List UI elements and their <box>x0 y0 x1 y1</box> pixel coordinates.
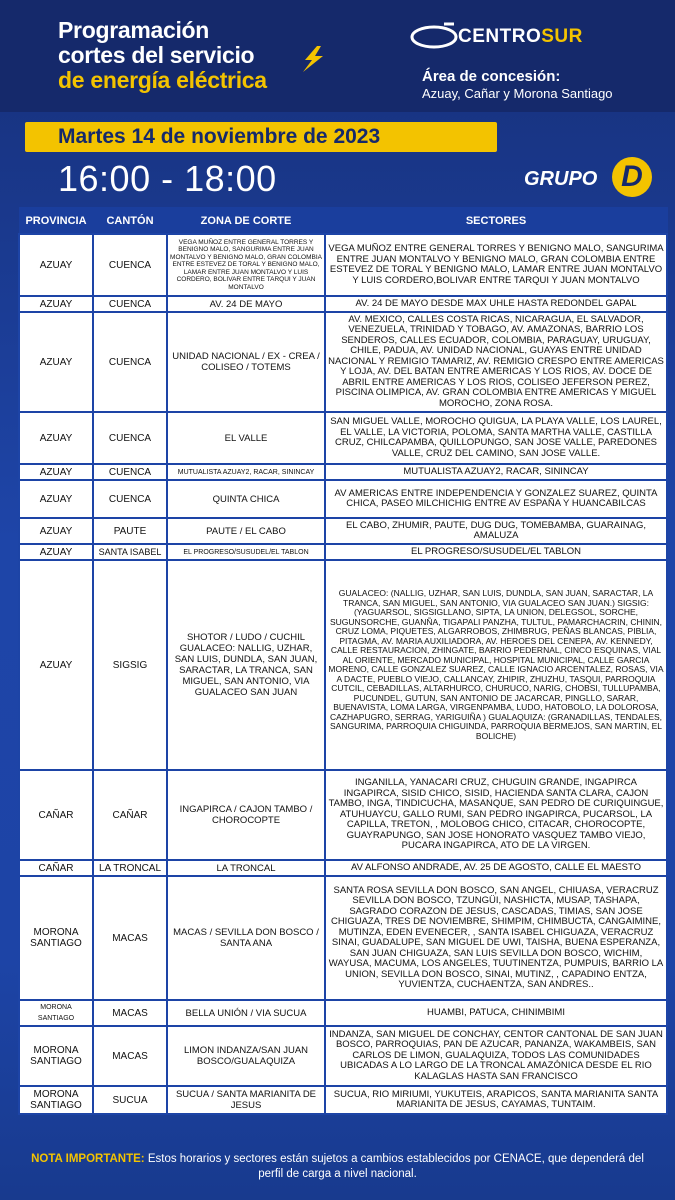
cell-zona: BELLA UNIÓN / VIA SUCUA <box>167 1000 325 1026</box>
cell-sectores: INGANILLA, YANACARI CRUZ, CHUGUIN GRANDE, INGAPIRCA INGAPIRCA, SISID CHICO, SISID, HACIENDA SANTA CLARA, CAJON TAMBO, INGA, TINDICUCHA, MASANQUE, SAN PEDRO DE CURIQUINGUE, ATUHUAYCU, GALLO RUMI, SAN PEDRO INGAPIRCA, PUCARSOL, LA CAPILLA, TRETON, , MOLOBOG CHICO, CITACAR, CHOROCOPTE, GUAYRAPUNGO, SAN JOSE HONORATO VASQUEZ TAMBO VIEJO, PUCARA INGAPIRCA, ATO DE LA VIRGEN. <box>325 770 667 860</box>
cell-canton: CUENCA <box>93 412 167 464</box>
cell-zona: QUINTA CHICA <box>167 480 325 518</box>
cell-canton: SANTA ISABEL <box>93 544 167 560</box>
cell-canton: SUCUA <box>93 1086 167 1114</box>
area-label: Área de concesión: <box>422 68 561 85</box>
cell-provincia: AZUAY <box>19 518 93 544</box>
cell-zona: EL PROGRESO/SUSUDEL/EL TABLON <box>167 544 325 560</box>
cell-zona: VEGA MUÑOZ ENTRE GENERAL TORRES Y BENIGNO MALO, SANGURIMA ENTRE JUAN MONTALVO Y BENIGNO MALO, GRAN COLOMBIA ENTRE ESTEVEZ DE TORAL Y BENIGNO MALO, LAMAR ENTRE JUAN MONTALVO Y LUIS CORDERO, BOLIVAR ENTRE TARQUI Y JUAN MONTALVO <box>167 234 325 296</box>
cell-zona: AV. 24 DE MAYO <box>167 296 325 312</box>
table-row <box>19 312 667 412</box>
cell-canton: LA TRONCAL <box>93 860 167 876</box>
cell-provincia: MORONA SANTIAGO <box>19 1026 93 1086</box>
cell-canton: MACAS <box>93 876 167 1000</box>
cell-zona: UNIDAD NACIONAL / EX - CREA / COLISEO / TOTEMS <box>167 312 325 412</box>
cell-provincia: MORONA SANTIAGO <box>19 1086 93 1114</box>
brand-name-part2: SUR <box>541 26 583 47</box>
cell-provincia: AZUAY <box>19 312 93 412</box>
cell-zona: SHOTOR / LUDO / CUCHIL GUALACEO: NALLIG, UZHAR, SAN LUIS, DUNDLA, SAN JUAN, SARACTAR, LA TRANCA, SAN MIGUEL, SAN ANTONIO, VIA GUALACEO SAN JUAN <box>167 560 325 770</box>
cell-zona: INGAPIRCA / CAJON TAMBO / CHOROCOPTE <box>167 770 325 860</box>
cell-provincia: AZUAY <box>19 296 93 312</box>
cell-sectores: SANTA ROSA SEVILLA DON BOSCO, SAN ANGEL, CHIUASA, VERACRUZ SEVILLA DON BOSCO, TZUNGÜI, NASHICTA, MUSAP, TASHAPA, SAGRADO CORAZON DE JESUS, CASCADAS, TIMIAS, SAN JOSE CHIGUAZA, TRES DE NOVIEMBRE, SHIMPIM, CHIMBUCTA, CANGAIMINE, MUTINZA, EDEN EVENECER, , SANTA ISABEL CHIGUAZA, VERACRUZ SINAI, GUADALUPE, SAN MIGUEL DE UWI, TAISHA, BUENA ESPERANZA, SAN JUAN CHIGUAZA, SAN LUIS SEVILLA DON BOSCO, WICHIM, WAYUSA, MACUMA, LOS ANGELES, TUUTINENTZA, PUMPUIS, BARRIO LA UNION, SEVILLA DON BOSCO, SINAI, MUTINZ, , CAPADINO ENTZA, YUVIENTZA, CUCHAENTZA, SAN ANDRES.. <box>325 876 667 1000</box>
note-text: Estos horarios y sectores están sujetos a cambios establecidos por CENACE, que dependerá del perfil de carga a nivel nacional. <box>147 1153 644 1180</box>
cell-sectores: SAN MIGUEL VALLE, MOROCHO QUIGUA, LA PLAYA VALLE, LOS LAUREL, EL VALLE, LA VICTORIA, POLOMA, SANTA MARTHA VALLE, CASTILLA CRUZ, CHILCAPAMBA, QUILLOPUNGO, SAN JOSE VALLE, PAREDONES VALLE, CRUZ DEL CAMINO, SAN JOSE VALLE. <box>325 412 667 464</box>
table-row <box>19 518 667 544</box>
header-provincia: PROVINCIA <box>19 208 93 235</box>
cell-provincia: AZUAY <box>19 234 93 296</box>
cell-canton: CUENCA <box>93 234 167 296</box>
cell-canton: CUENCA <box>93 480 167 518</box>
cell-provincia: MORONA SANTIAGO <box>19 876 93 1000</box>
cell-sectores: SUCUA, RIO MIRIUMI, YUKUTEIS, ARAPICOS, SANTA MARIANITA SANTA MARIANITA DE JESUS, CAYAMAS, TUNTAIM. <box>325 1086 667 1114</box>
cell-canton: PAUTE <box>93 518 167 544</box>
cell-zona: LIMON INDANZA/SAN JUAN BOSCO/GUALAQUIZA <box>167 1026 325 1086</box>
page-title <box>58 18 267 93</box>
cell-canton: CUENCA <box>93 464 167 480</box>
table-row <box>19 1086 667 1114</box>
table-row <box>19 876 667 1000</box>
table-row <box>19 544 667 560</box>
schedule-table <box>18 207 668 1115</box>
cell-sectores: EL PROGRESO/SUSUDEL/EL TABLON <box>325 544 667 560</box>
brand-name-part1: CENTRO <box>458 26 542 47</box>
table-row <box>19 560 667 770</box>
important-note <box>30 1152 645 1182</box>
table-row <box>19 296 667 312</box>
cell-provincia: AZUAY <box>19 560 93 770</box>
table-row <box>19 234 667 296</box>
table-row <box>19 770 667 860</box>
area-value: Azuay, Cañar y Morona Santiago <box>422 86 613 101</box>
cell-sectores: MUTUALISTA AZUAY2, RACAR, SININCAY <box>325 464 667 480</box>
table-row <box>19 464 667 480</box>
cell-provincia: AZUAY <box>19 412 93 464</box>
header-zona: ZONA DE CORTE <box>167 208 325 235</box>
header-canton: CANTÓN <box>93 208 167 235</box>
date-text: Martes 14 de noviembre de 2023 <box>58 125 381 148</box>
cell-sectores: AV. MEXICO, CALLES COSTA RICAS, NICARAGUA, EL SALVADOR, VENEZUELA, TRINIDAD Y TOBAGO, AV. AMAZONAS, BARRIO LOS SENDEROS, CALLES ECUADOR, COLOMBIA, PARAGUAY, URUGUAY, CHILE, PADUA, AV. UNIDAD NACIONAL, GUAYAS ENTRE UNIDAD NACIONAL Y REMIGIO TAMARIZ, AV. REMIGIO CRESPO ENTRE AMERICAS Y LOJA, AV. DEL BATAN ENTRE AMERICAS Y LOS RIOS, AV. DOCE DE ABRIL ENTRE AMERICAS Y LOS RIOS, COLISEO JEFERSON PEREZ, PISCINA OLIMPICA, AV. GRAN COLOMBIA ENTRE AMERICAS Y MIGUEL MOROCHO, ZONA ROSA. <box>325 312 667 412</box>
note-label: NOTA IMPORTANTE: <box>31 1153 145 1165</box>
cell-sectores: INDANZA, SAN MIGUEL DE CONCHAY, CENTOR CANTONAL DE SAN JUAN BOSCO, PARROQUIAS, PAN DE AZUCAR, PANANZA, WAKAMBEIS, SAN CARLOS DE LIMON, GUALAQUIZA, TODOS LAS COMUNIDADES UBICADAS A LO LARGO DE LA TRONCAL AMAZÓNICA DESDE EL RIO KALAGLAS HASTA SAN FRANCISCO <box>325 1026 667 1086</box>
title-line-2: cortes del servicio <box>58 42 255 68</box>
cell-canton: CAÑAR <box>93 770 167 860</box>
cell-canton: CUENCA <box>93 296 167 312</box>
cell-zona: EL VALLE <box>167 412 325 464</box>
group-label: GRUPO <box>524 168 598 190</box>
cell-provincia: AZUAY <box>19 480 93 518</box>
cell-provincia: CAÑAR <box>19 770 93 860</box>
table-row <box>19 1000 667 1026</box>
table-header-row <box>19 208 667 235</box>
cell-sectores: VEGA MUÑOZ ENTRE GENERAL TORRES Y BENIGNO MALO, SANGURIMA ENTRE JUAN MONTALVO Y BENIGNO MALO, GRAN COLOMBIA ENTRE ESTEVEZ DE TORAL Y BENIGNO MALO, LAMAR ENTRE JUAN MONTALVO Y LUIS CORDERO,BOLIVAR ENTRE TARQUI Y JUAN MONTALVO <box>325 234 667 296</box>
cell-provincia: CAÑAR <box>19 860 93 876</box>
table-row <box>19 860 667 876</box>
title-line-3: de energía eléctrica <box>58 67 267 93</box>
cell-provincia: AZUAY <box>19 544 93 560</box>
group-letter-badge: D <box>612 157 652 197</box>
cell-canton: CUENCA <box>93 312 167 412</box>
cell-sectores: AV AMERICAS ENTRE INDEPENDENCIA Y GONZALEZ SUAREZ, QUINTA CHICA, PASEO MILCHICHIG ENTRE AV ESPAÑA Y HUANCABILCAS <box>325 480 667 518</box>
cell-sectores: EL CABO, ZHUMIR, PAUTE, DUG DUG, TOMEBAMBA, GUARAINAG, AMALUZA <box>325 518 667 544</box>
title-line-1: Programación <box>58 17 210 43</box>
cell-zona: LA TRONCAL <box>167 860 325 876</box>
cell-sectores: GUALACEO: (NALLIG, UZHAR, SAN LUIS, DUNDLA, SAN JUAN, SARACTAR, LA TRANCA, SAN MIGUEL, SAN ANTONIO, VIA GUALACEO SAN JUAN.) SIGSIG: (YAGUARSOL, SIGSIGLLANO, SIPTA, LA UNION, DELEGSOL, SORCHE, SUGUNSORCHE, GUANÑA, TIGAPALI PANZHA, TULTUL, PAMARCHACRIN, CHININ, CRUZ LOMA, PIQUETES, ALGARROBOS, ZHIMBRUG, PEÑAS BLANCAS, PIBLIA, PITAGMA, AV. MARIA AUXILIADORA, AV. HEROES DEL CENEPA, AV. KENNEDY, CALLE RESTAURACION, ZHINGATE, BARRIO PEDERNAL, CINCO ESQUINAS, VIAL AL ORIENTE, MERCADO MUNICIPAL, HOSPITAL MUNICIPAL, CALLE GARCIA MORENO, CALLE GONZALEZ SUAREZ, CALLE IGNACIO ARCENTALEZ, ROSAS, VIA A DACTE, PUEBLO VIEJO, CALLANCAY, ZHIPIR, ZHUZHU, TASQUI, PARROQUIA CUTCIL, CEBADILLAS, ALTARHURCO, CHURUCO, NARIG, CHOBSI, TULLUPAMBA, PUCUNDEL, GUTUN, SAN ANTONIO DE JACARCAR, PINGLLO, SARAR, BUENAVISTA, LOMA LARGA, VIRGENPAMBA, LUDO, HATOBOLO, LA DOLOROSA, CAZHAPUGRO, SERRAG, YARIGUIÑA ) GUALAQUIZA: (GRANADILLAS, TENDALES, SANGURIMA, PARROQUIA CHIGUINDA, PARROQUIA BERMEJOS, SAN MARTIN, EL BOLICHE) <box>325 560 667 770</box>
cell-canton: SIGSIG <box>93 560 167 770</box>
cell-provincia: AZUAY <box>19 464 93 480</box>
brand-logo-text <box>458 26 583 48</box>
cell-zona: PAUTE / EL CABO <box>167 518 325 544</box>
table-row <box>19 412 667 464</box>
lightning-bolt-icon <box>297 46 325 72</box>
cell-sectores: AV ALFONSO ANDRADE, AV. 25 DE AGOSTO, CALLE EL MAESTO <box>325 860 667 876</box>
cell-canton: MACAS <box>93 1026 167 1086</box>
cell-provincia: MORONA SANTIAGO <box>19 1000 93 1026</box>
time-range: 16:00 - 18:00 <box>58 158 277 199</box>
cell-sectores: AV. 24 DE MAYO DESDE MAX UHLE HASTA REDONDEL GAPAL <box>325 296 667 312</box>
table-row <box>19 480 667 518</box>
cell-zona: SUCUA / SANTA MARIANITA DE JESUS <box>167 1086 325 1114</box>
cell-canton: MACAS <box>93 1000 167 1026</box>
cell-sectores: HUAMBI, PATUCA, CHINIMBIMI <box>325 1000 667 1026</box>
table-row <box>19 1026 667 1086</box>
header-sectores: SECTORES <box>325 208 667 235</box>
cell-zona: MACAS / SEVILLA DON BOSCO / SANTA ANA <box>167 876 325 1000</box>
cell-zona: MUTUALISTA AZUAY2, RACAR, SININCAY <box>167 464 325 480</box>
